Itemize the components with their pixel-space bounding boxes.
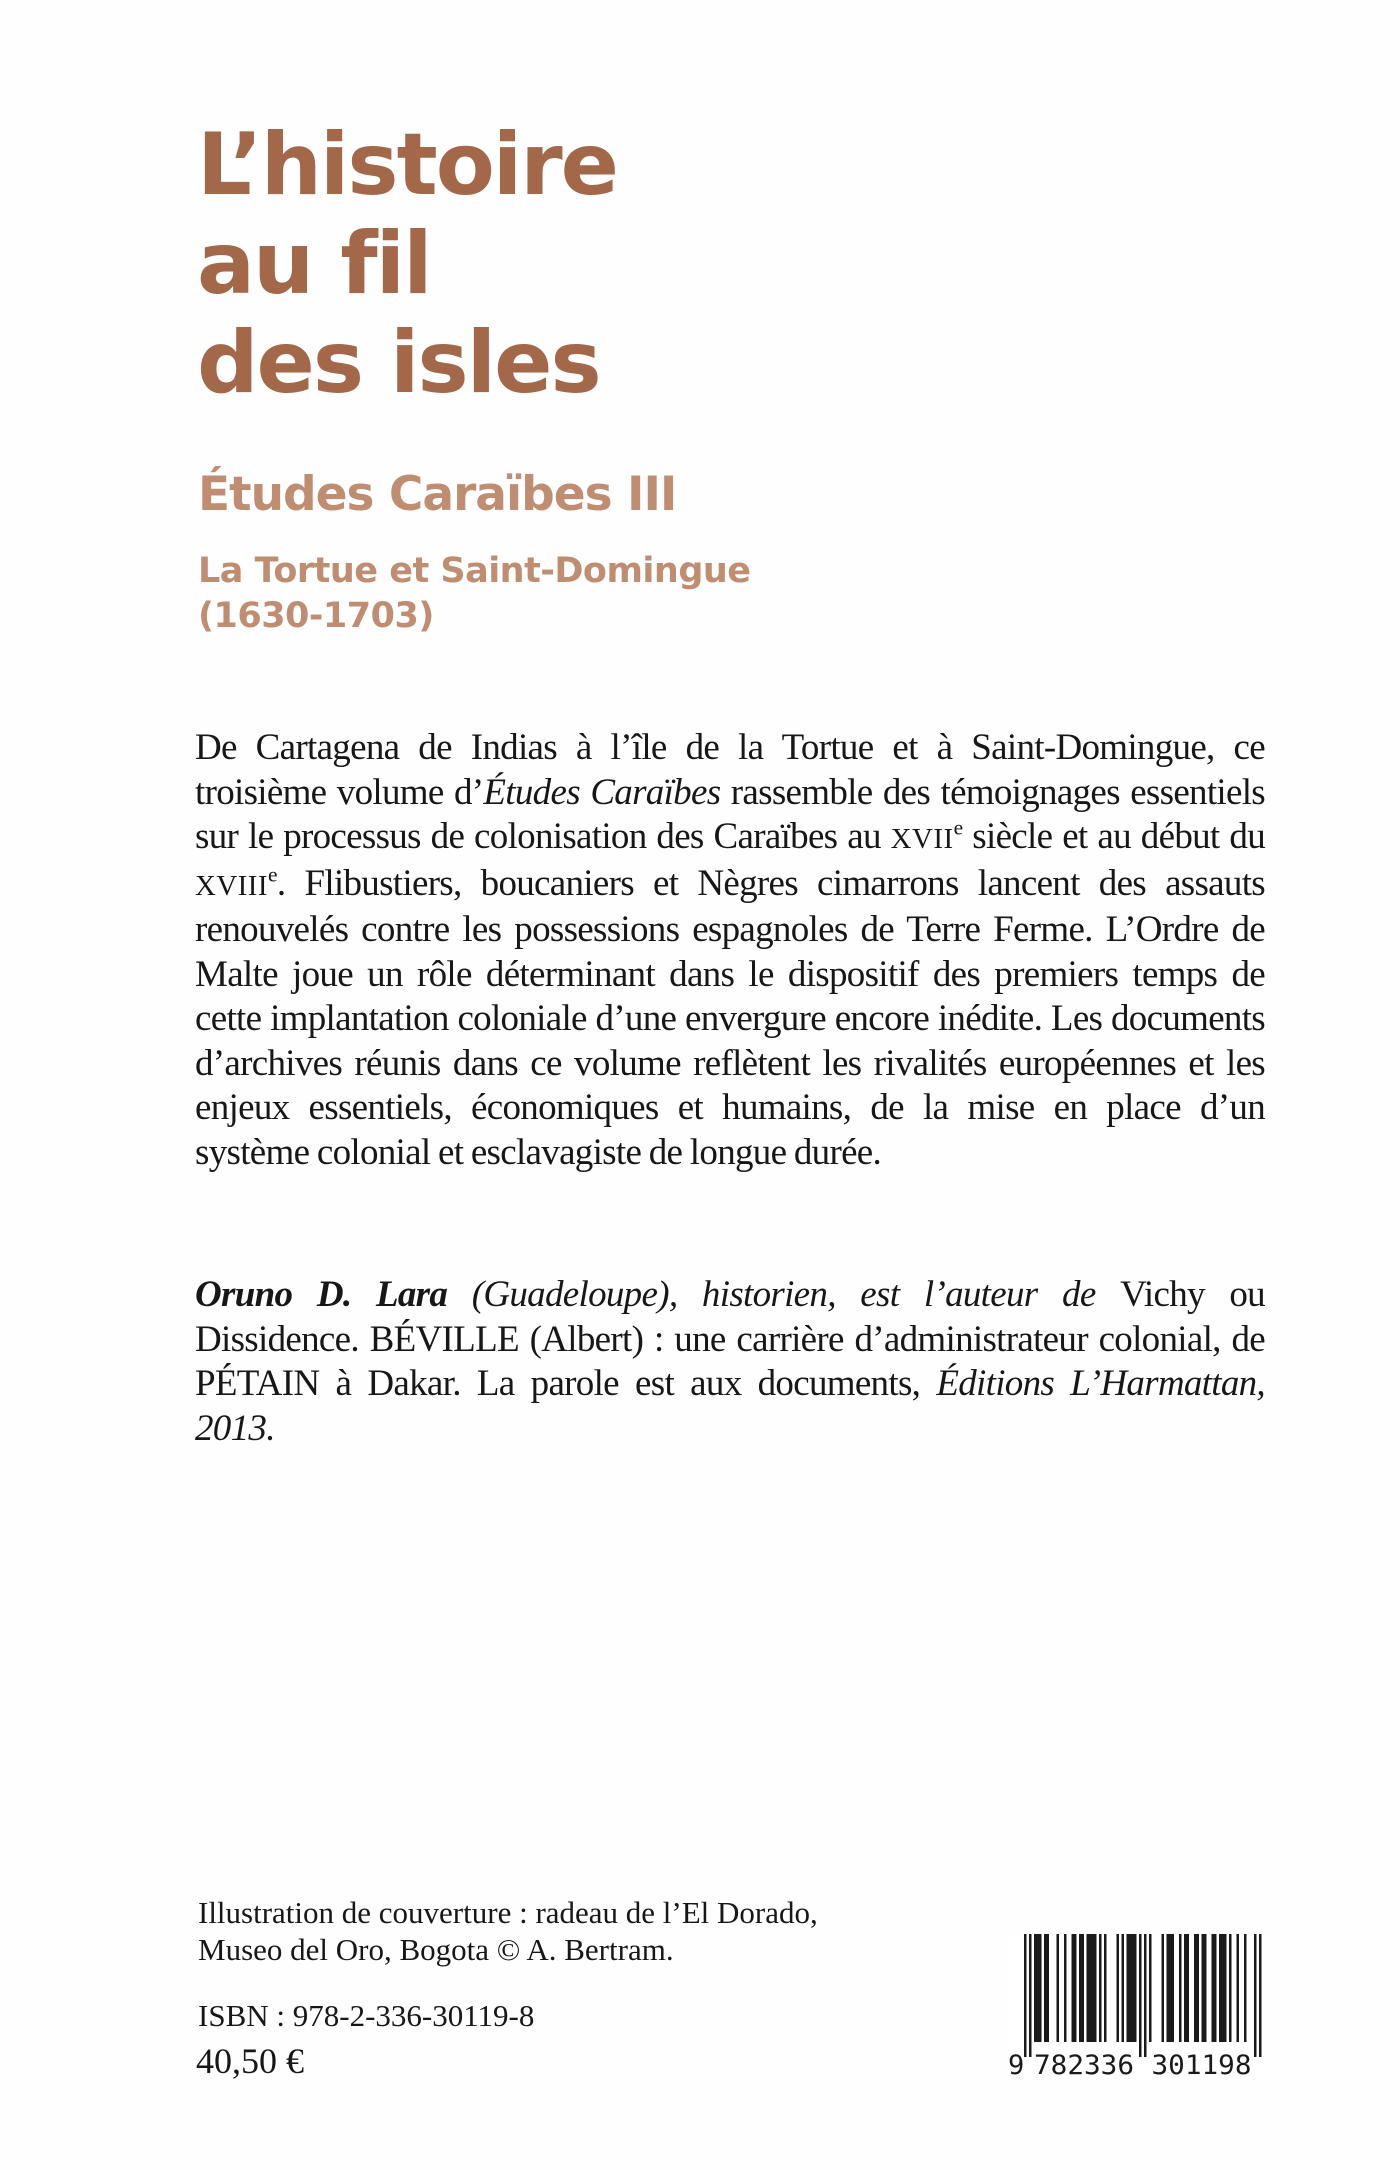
barcode-bars: [1008, 1934, 1268, 2080]
isbn-text: ISBN : 978-2-336-30119-8: [198, 1998, 535, 2033]
synopsis-paragraph: De Cartagena de Indias à l’île de la Tortue et à Saint-Domingue, ce troisième volume d’Études Caraïbes rassemble des témoignages essentiels sur le processus de colonisation des Caraïbes au XVIIe siècle et au début du XVIIIe. Flibustiers, boucaniers et Nègres cimarrons lancent des assauts renouvelés contre les possessions espagnoles de Terre Ferme. L’Ordre de Malte joue un rôle déterminant dans le dispositif des premiers temps de cette implantation coloniale d’une envergure encore inédite. Les documents d’archives réunis dans ce volume reflètent les rivalités européennes et les enjeux essentiels, économiques et humains, de la mise en place d’un système colonial et esclavagiste de longue durée.: [195, 727, 1266, 1173]
book-title: L’histoire au fil des isles: [197, 115, 617, 413]
price-text: 40,50 €: [196, 2041, 304, 2081]
svg-text:9: 9: [1008, 2050, 1025, 2080]
cover-illustration-credit: Illustration de couverture : radeau de l’El Dorado, Museo del Oro, Bogota © A. Bertram.: [198, 1895, 818, 1967]
author-bio: Oruno D. Lara (Guadeloupe), historien, est l’auteur de Vichy ou Dissidence. BÉVILLE (Albert) : une carrière d’administrateur colonial, de PÉTAIN à Dakar. La parole est aux documents, Éditions L’Harmattan, 2013.: [195, 1274, 1265, 1449]
series-subtitle: La Tortue et Saint-Domingue (1630-1703): [198, 551, 751, 636]
series-title: Études Caraïbes III: [198, 467, 677, 522]
svg-text:301198: 301198: [1151, 2050, 1252, 2080]
svg-text:782336: 782336: [1034, 2050, 1134, 2080]
ean-barcode: [1008, 1934, 1268, 2080]
